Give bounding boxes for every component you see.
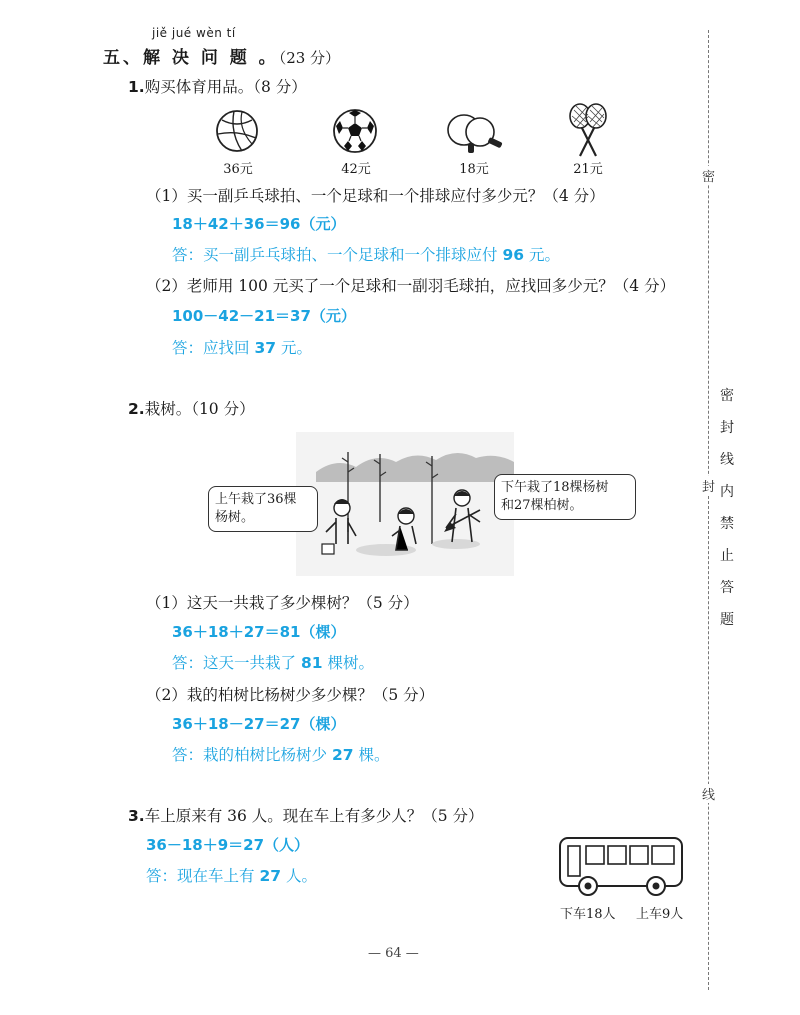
q3-number: 3. <box>128 807 145 825</box>
q3-equation: 36－18＋9＝27（人） <box>146 836 310 854</box>
section-pinyin: jiě jué wèn tí <box>152 26 236 40</box>
ping-pong-paddles-icon <box>444 110 506 154</box>
section-points: （23 分） <box>278 49 341 67</box>
q2-title-text: 栽树。（10 分） <box>144 400 255 418</box>
q1-number: 1. <box>128 78 145 96</box>
q2-sub1-answer-pre: 答：这天一共栽了 <box>172 654 301 672</box>
q2-sub1-equation: 36＋18＋27＝81（棵） <box>172 623 346 641</box>
q3-title-text: 车上原来有 36 人。现在车上有多少人？（5 分） <box>144 807 484 825</box>
q2-sub2-answer-post: 棵。 <box>353 746 390 764</box>
bubble-left-line-2: 杨树。 <box>215 510 255 525</box>
q3-title <box>128 804 484 826</box>
seal-mark-mi: 密 <box>702 166 715 185</box>
seal-notice-char: 线 <box>720 452 734 468</box>
bubble-right-line-2: 和27棵柏树。 <box>501 498 583 513</box>
section-title <box>103 43 340 68</box>
seal-notice-char: 封 <box>720 420 734 436</box>
q2-title <box>128 397 255 419</box>
q2-sub2-equation: 36＋18－27＝27（棵） <box>172 715 346 733</box>
q1-title-text: 购买体育用品。（8 分） <box>144 78 307 96</box>
q1-sub1-answer-num: 96 <box>502 246 525 264</box>
speech-bubble-left <box>208 486 318 532</box>
seal-notice-char: 止 <box>720 548 734 564</box>
q1-sub1-answer-pre: 答：买一副乒乓球拍、一个足球和一个排球应付 <box>172 246 503 264</box>
price-soccer-ball: 42元 <box>341 162 371 177</box>
section-title-text: 五、解 决 问 题 。 <box>103 48 279 68</box>
q3-answer-pre: 答：现在车上有 <box>146 867 260 885</box>
q1-sub1-equation: 18＋42＋36＝96（元） <box>172 215 346 233</box>
q2-sub2-answer <box>172 743 389 765</box>
seal-notice-char: 答 <box>720 580 734 596</box>
q2-sub1-answer-num: 81 <box>300 654 323 672</box>
q3-answer <box>146 864 317 886</box>
seal-notice-char: 题 <box>720 612 734 628</box>
soccer-ball-icon <box>330 106 380 156</box>
page-number: — 64 — <box>368 946 419 961</box>
q3-answer-num: 27 <box>259 867 282 885</box>
q1-sub2-answer-num: 37 <box>254 339 277 357</box>
q1-sub2-answer <box>172 336 312 358</box>
q2-sub2-answer-pre: 答：栽的柏树比杨树少 <box>172 746 332 764</box>
q1-title <box>128 75 307 97</box>
q1-sub1-answer <box>172 243 560 265</box>
seal-notice-char: 禁 <box>720 516 734 532</box>
price-volleyball: 36元 <box>223 162 253 177</box>
q1-sub1-answer-post: 元。 <box>524 246 560 264</box>
bus-icon <box>556 834 686 898</box>
price-badminton-rackets: 21元 <box>573 162 603 177</box>
q1-sub2-answer-pre: 答：应找回 <box>172 339 255 357</box>
bus-caption-off: 下车18人 <box>560 907 616 922</box>
seal-mark-xian: 线 <box>702 784 715 803</box>
speech-bubble-right <box>494 474 636 520</box>
tree-planting-illustration <box>296 432 514 576</box>
q2-sub2-question: （2）栽的柏树比杨树少多少棵？（5 分） <box>146 686 435 704</box>
price-ping-pong-paddles: 18元 <box>459 162 489 177</box>
q2-sub1-question: （1）这天一共栽了多少棵树？（5 分） <box>146 594 419 612</box>
badminton-rackets-icon <box>566 102 610 158</box>
q1-sub1-question: （1）买一副乒乓球拍、一个足球和一个排球应付多少元？（4 分） <box>146 187 605 205</box>
q3-answer-post: 人。 <box>281 867 317 885</box>
q2-sub1-answer <box>172 651 374 673</box>
q1-sub2-answer-post: 元。 <box>276 339 312 357</box>
bus-caption-on: 上车9人 <box>636 907 684 922</box>
bubble-left-line-1: 上午栽了36棵 <box>215 492 297 507</box>
q1-sub2-question: （2）老师用 100 元买了一个足球和一副羽毛球拍，应找回多少元？（4 分） <box>146 277 676 295</box>
q2-sub1-answer-post: 棵树。 <box>322 654 374 672</box>
q1-sub2-equation: 100－42－21＝37（元） <box>172 307 356 325</box>
bubble-right-line-1: 下午栽了18棵杨树 <box>501 480 609 495</box>
seal-notice-char: 内 <box>720 484 734 500</box>
seal-notice-vertical <box>718 380 736 636</box>
seal-notice-char: 密 <box>720 388 734 404</box>
q2-number: 2. <box>128 400 145 418</box>
q2-sub2-answer-num: 27 <box>331 746 354 764</box>
seal-mark-feng: 封 <box>702 476 715 495</box>
volleyball-icon <box>212 108 262 154</box>
